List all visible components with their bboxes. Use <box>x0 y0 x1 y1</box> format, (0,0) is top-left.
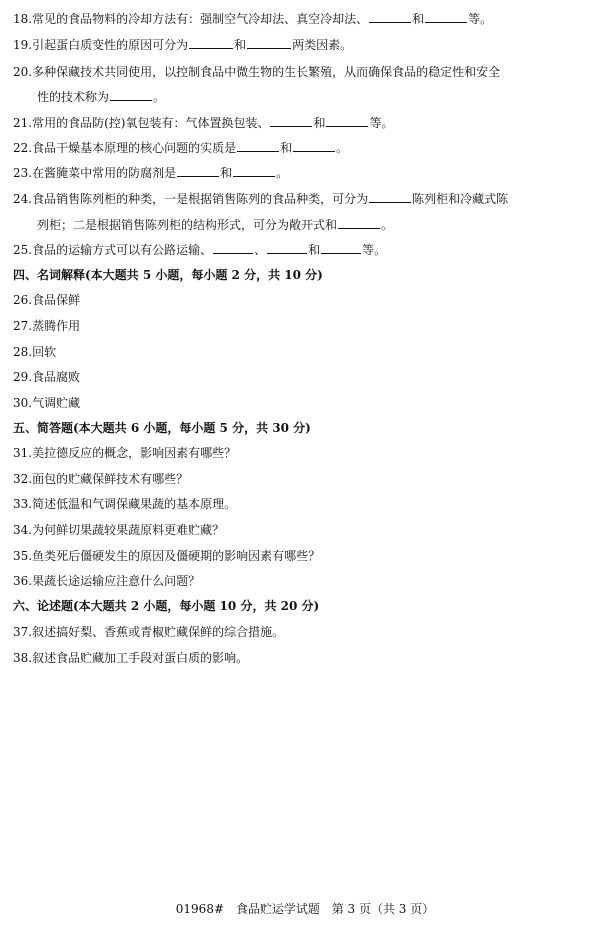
short-answer-item: 34.为何鲜切果蔬较果蔬原料更难贮藏？ <box>13 523 225 537</box>
question-text: 陈列柜和冷藏式陈 <box>412 192 509 206</box>
answer-blank <box>338 217 380 229</box>
question-text: 等。 <box>362 243 387 257</box>
answer-blank <box>425 11 467 23</box>
answer-blank <box>321 242 361 254</box>
question-text: 19.引起蛋白质变性的原因可分为 <box>13 38 189 52</box>
question-text: 18.常见的食品物料的冷却方法有：强制空气冷却法、真空冷却法、 <box>13 12 369 26</box>
answer-blank <box>369 11 411 23</box>
exam-code: 01968# <box>175 902 225 916</box>
question-text: 。 <box>336 141 349 155</box>
question-20-line-1 <box>13 63 601 81</box>
question-text: 和 <box>280 141 293 155</box>
question-text: 22.食品干燥基本原理的核心问题的实质是 <box>13 141 237 155</box>
answer-blank <box>326 115 368 127</box>
short-answer-item: 32.面包的贮藏保鲜技术有哪些？ <box>13 472 189 486</box>
page-number: 第 3 页（共 3 页） <box>331 902 435 916</box>
question-text: 性的技术称为 <box>37 90 110 104</box>
question-24-line-1 <box>13 190 601 208</box>
term-item: 29.食品腐败 <box>13 370 81 384</box>
answer-blank <box>213 242 253 254</box>
question-text: 24.食品销售陈列柜的种类，一是根据销售陈列的食品种类，可分为 <box>13 192 369 206</box>
question-21 <box>13 114 601 132</box>
question-24-line-2 <box>37 216 601 234</box>
short-answer-item: 36.果蔬长途运输应注意什么问题？ <box>13 574 201 588</box>
question-text: 和 <box>234 38 247 52</box>
question-text: 、 <box>254 243 267 257</box>
question-19 <box>13 36 601 54</box>
question-text: 。 <box>381 218 394 232</box>
question-text: 和 <box>220 166 233 180</box>
question-text: 等。 <box>468 12 493 26</box>
term-item: 30.气调贮藏 <box>13 396 81 410</box>
short-answer-item: 31.美拉德反应的概念，影响因素有哪些？ <box>13 446 237 460</box>
exam-title: 食品贮运学试题 <box>235 902 320 916</box>
answer-blank <box>110 89 152 101</box>
section-heading-6: 六、论述题(本大题共 2 小题，每小题 10 分，共 20 分) <box>13 599 320 613</box>
question-text: 。 <box>153 90 166 104</box>
short-answer-item: 33.简述低温和气调保藏果蔬的基本原理。 <box>13 497 237 511</box>
answer-blank <box>233 165 275 177</box>
question-text: 和 <box>308 243 321 257</box>
question-20-line-2 <box>37 88 601 106</box>
answer-blank <box>177 165 219 177</box>
answer-blank <box>247 37 291 49</box>
question-25 <box>13 241 601 259</box>
question-text: 23.在酱腌菜中常用的防腐剂是 <box>13 166 177 180</box>
answer-blank <box>293 140 335 152</box>
answer-blank <box>237 140 279 152</box>
question-text: 等。 <box>369 116 394 130</box>
term-item: 26.食品保鲜 <box>13 293 81 307</box>
section-heading-5: 五、简答题(本大题共 6 小题，每小题 5 分，共 30 分) <box>13 421 311 435</box>
question-text: 和 <box>412 12 425 26</box>
answer-blank <box>270 115 312 127</box>
question-text: 21.常用的食品防(控)氧包装有：气体置换包装、 <box>13 116 270 130</box>
essay-item: 37.叙述搞好梨、香蕉或青椒贮藏保鲜的综合措施。 <box>13 625 285 639</box>
essay-item: 38.叙述食品贮藏加工手段对蛋白质的影响。 <box>13 651 249 665</box>
short-answer-item: 35.鱼类死后僵硬发生的原因及僵硬期的影响因素有哪些？ <box>13 549 321 563</box>
term-item: 27.蒸腾作用 <box>13 319 81 333</box>
question-text: 和 <box>313 116 326 130</box>
page-footer <box>0 900 610 918</box>
question-23 <box>13 164 601 182</box>
question-text: 20.多种保藏技术共同使用，以控制食品中微生物的生长繁殖，从而确保食品的稳定性和安全 <box>13 65 501 79</box>
answer-blank <box>267 242 307 254</box>
question-text: 。 <box>276 166 289 180</box>
answer-blank <box>189 37 233 49</box>
question-text: 列柜；二是根据销售陈列柜的结构形式，可分为敞开式和 <box>37 218 338 232</box>
question-18 <box>13 10 601 28</box>
question-22 <box>13 139 601 157</box>
question-text: 两类因素。 <box>292 38 353 52</box>
term-item: 28.回软 <box>13 345 57 359</box>
section-heading-4: 四、名词解释(本大题共 5 小题，每小题 2 分，共 10 分) <box>13 268 323 282</box>
question-text: 25.食品的运输方式可以有公路运输、 <box>13 243 213 257</box>
answer-blank <box>369 191 411 203</box>
